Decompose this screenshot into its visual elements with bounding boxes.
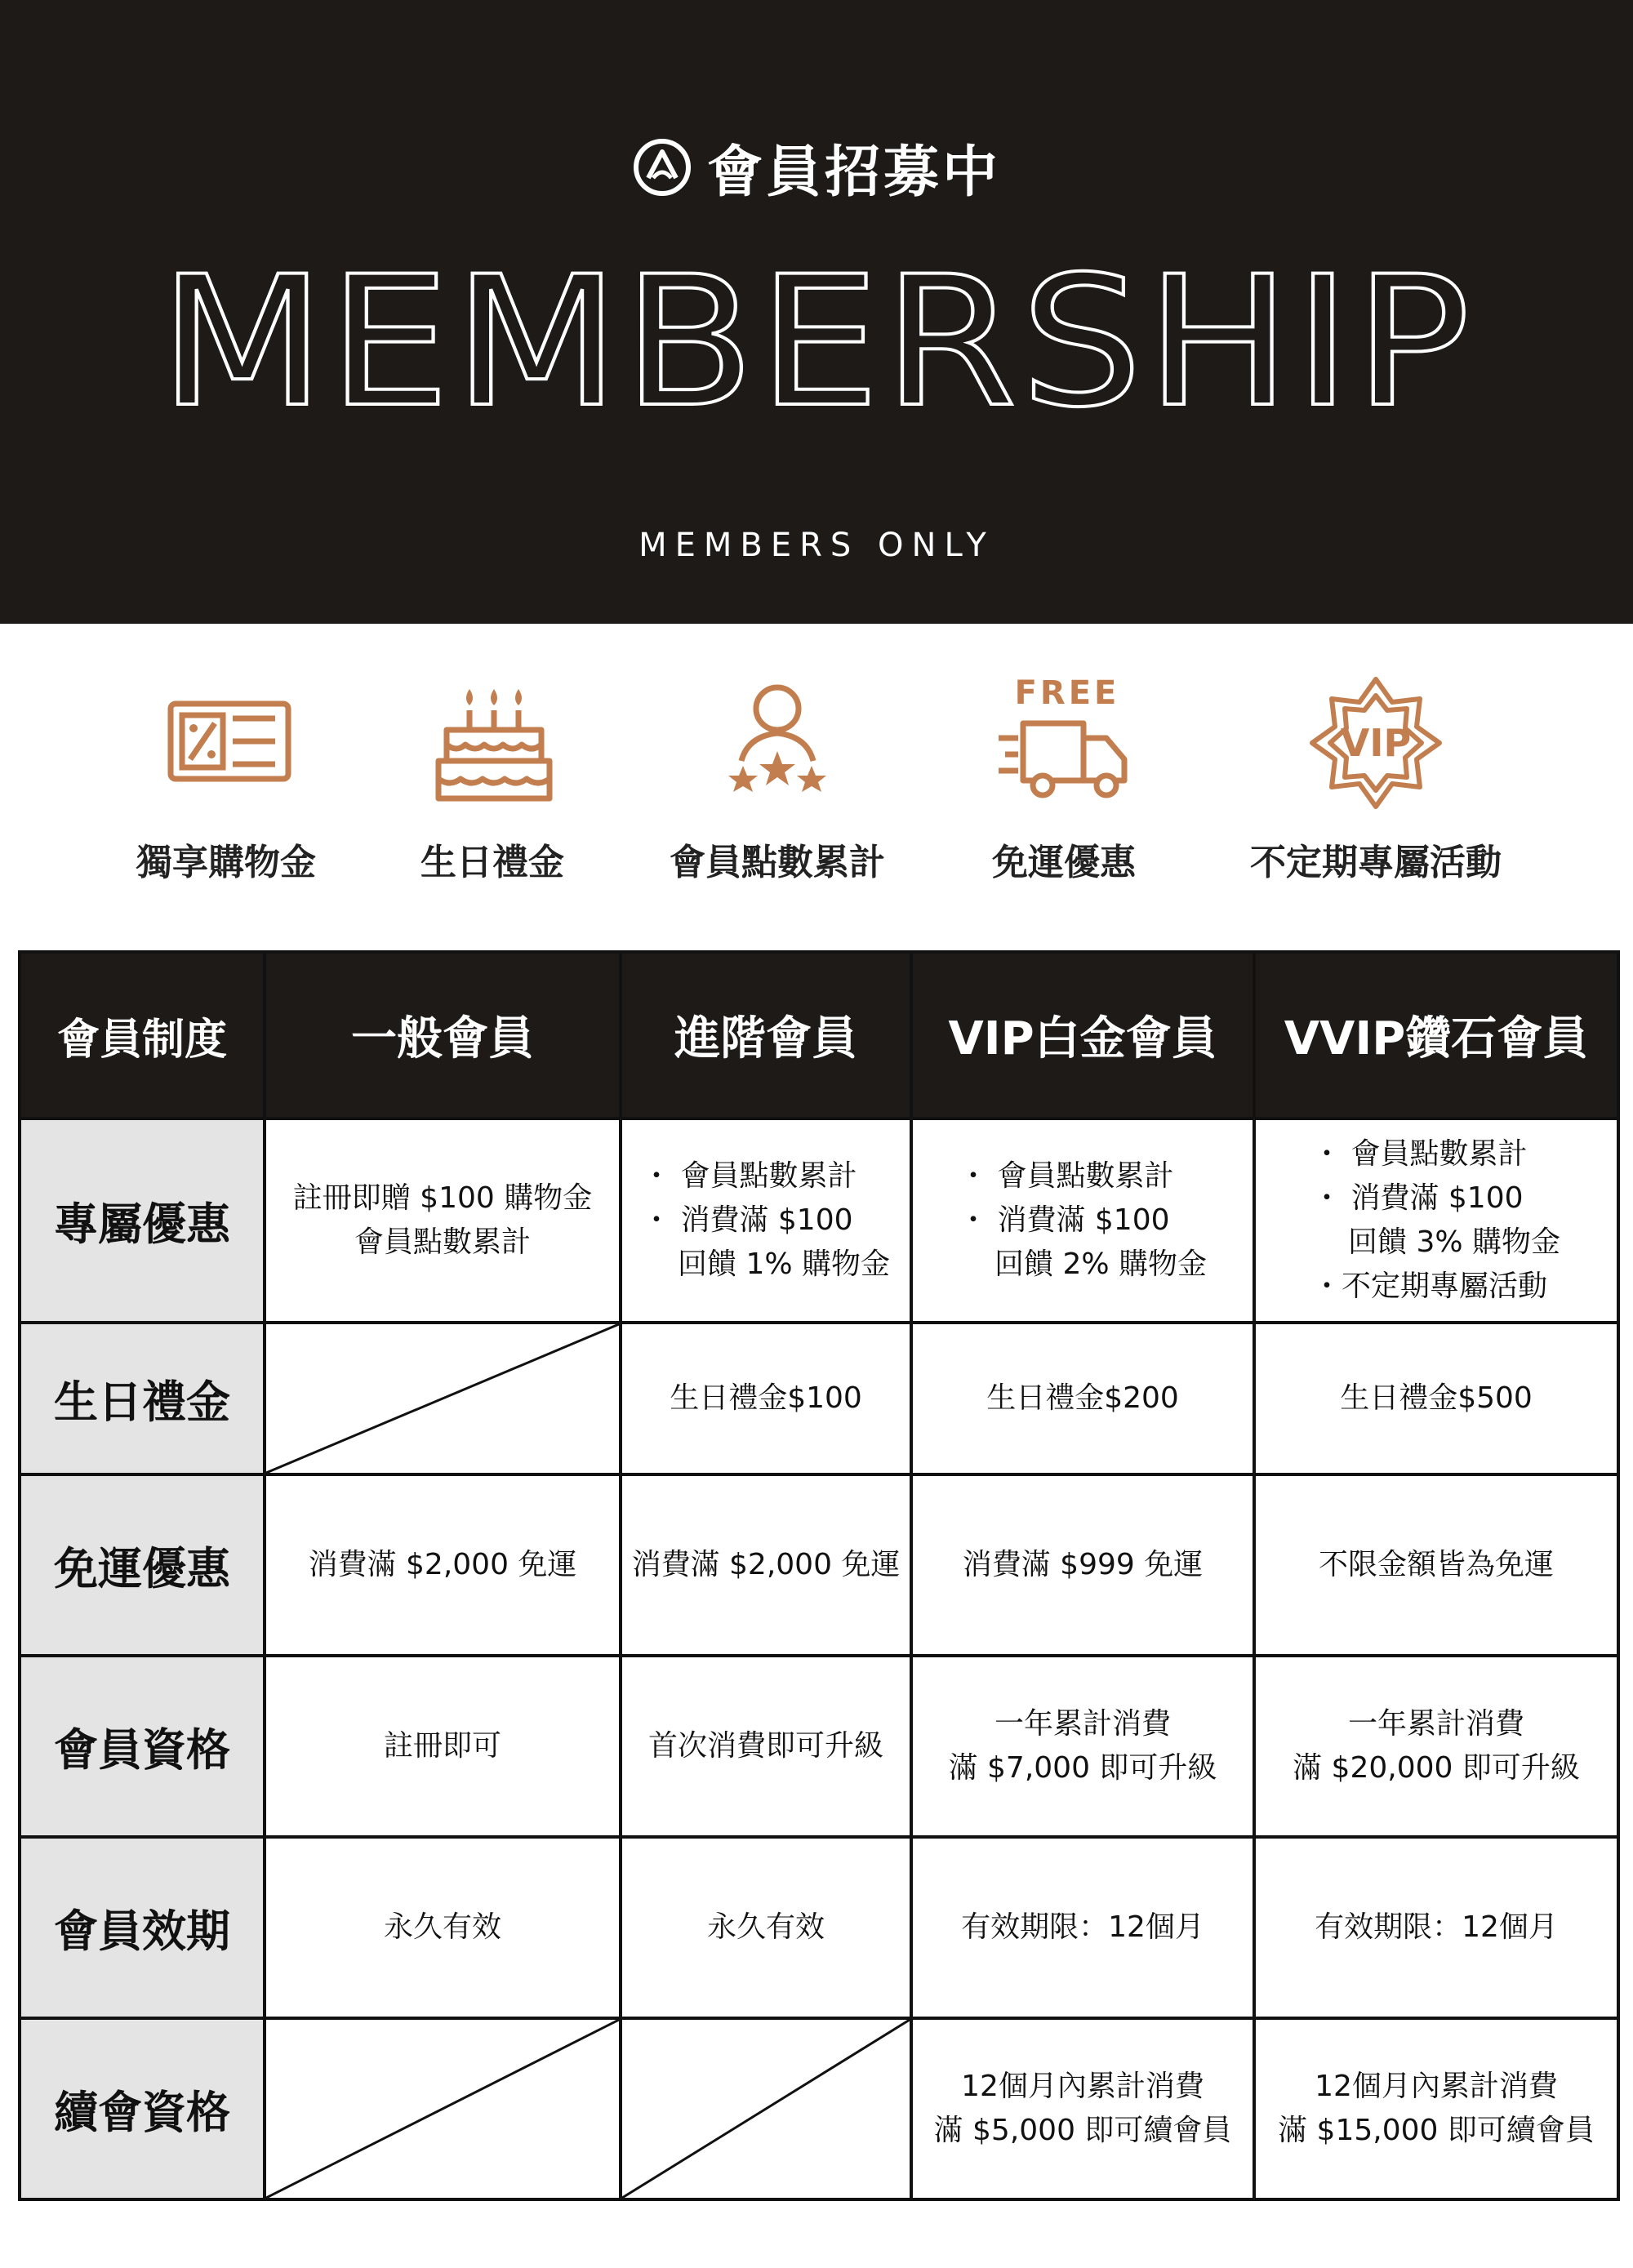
benefit-member-points — [647, 669, 908, 885]
row-label: 會員資格 — [20, 1656, 265, 1837]
header-advanced-member: 進階會員 — [621, 952, 911, 1118]
benefit-label: 免運優惠 — [992, 842, 1136, 883]
benefit-shopping-credit — [96, 669, 357, 885]
table-cell — [265, 1118, 621, 1323]
members-only-subtitle: MEMBERS ONLY — [639, 527, 994, 564]
row-label: 會員效期 — [20, 1837, 265, 2018]
row-label: 免運優惠 — [20, 1474, 265, 1656]
table-row-validity — [20, 1837, 1618, 2018]
table-cell: 消費滿 $2,000 免運 — [621, 1474, 911, 1656]
header-vvip-diamond-member: VVIP鑽石會員 — [1254, 952, 1618, 1118]
table-cell: 永久有效 — [621, 1837, 911, 2018]
table-cell: 永久有效 — [265, 1837, 621, 2018]
row-label: 專屬優惠 — [20, 1118, 265, 1323]
coupon-icon — [153, 669, 300, 816]
logo-line — [0, 131, 1633, 204]
table-header-row — [20, 952, 1618, 1118]
member-stars-icon — [704, 669, 851, 816]
vip-badge-icon — [1302, 669, 1449, 816]
cell-line: 滿 $7,000 即可升級 — [948, 1751, 1217, 1785]
table-cell: 首次消費即可升級 — [621, 1656, 911, 1837]
table-cell — [911, 1656, 1254, 1837]
cell-line: 回饋 2% 購物金 — [994, 1247, 1207, 1281]
table-cell — [1254, 2018, 1618, 2199]
table-row-exclusive-offers — [20, 1118, 1618, 1323]
benefits-row — [0, 669, 1633, 882]
benefit-label: 會員點數累計 — [670, 842, 885, 883]
cell-line: 註冊即贈 $100 購物金 — [292, 1181, 593, 1215]
cell-line: 滿 $15,000 即可續會員 — [1278, 2114, 1595, 2147]
cell-line: 一年累計消費 — [994, 1707, 1171, 1741]
table-cell — [621, 1118, 911, 1323]
benefit-exclusive-events — [1241, 669, 1511, 885]
table-row-free-shipping — [20, 1474, 1618, 1656]
logo-text: 會員招募中 — [706, 140, 1001, 205]
header-system: 會員制度 — [20, 952, 265, 1118]
vip-badge-text: VIP — [1340, 721, 1412, 765]
table-cell: 有效期限：12個月 — [911, 1837, 1254, 2018]
membership-comparison-table — [18, 950, 1617, 2201]
table-cell: 生日禮金$200 — [911, 1323, 1254, 1474]
cell-line: 回饋 3% 購物金 — [1348, 1225, 1560, 1259]
table-row-renewal — [20, 2018, 1618, 2199]
header-general-member: 一般會員 — [265, 952, 621, 1118]
table-cell-empty — [265, 2018, 621, 2199]
benefit-birthday-gift — [362, 669, 623, 885]
free-shipping-truck-icon — [990, 669, 1137, 816]
brand-logo-icon — [632, 137, 692, 198]
table-cell — [1254, 1118, 1618, 1323]
membership-title-text: MEMBERSHIP — [159, 245, 1474, 441]
cell-line: 12個月內累計消費 — [1315, 2070, 1558, 2103]
cell-line: 一年累計消費 — [1347, 1707, 1524, 1741]
table-cell: 有效期限：12個月 — [1254, 1837, 1618, 2018]
benefit-label: 不定期專屬活動 — [1250, 842, 1502, 883]
table-cell-empty — [265, 1323, 621, 1474]
cell-line: 滿 $20,000 即可升級 — [1293, 1751, 1580, 1785]
cell-line: 會員點數累計 — [354, 1225, 531, 1259]
table-cell: 不限金額皆為免運 — [1254, 1474, 1618, 1656]
header-vip-platinum-member: VIP白金會員 — [911, 952, 1254, 1118]
cell-line: ・ 消費滿 $100 — [959, 1203, 1170, 1237]
table-cell: 註冊即可 — [265, 1656, 621, 1837]
table-cell: 消費滿 $2,000 免運 — [265, 1474, 621, 1656]
header-banner — [0, 0, 1633, 624]
row-label: 生日禮金 — [20, 1323, 265, 1474]
cell-line: 滿 $5,000 即可續會員 — [933, 2114, 1232, 2147]
cell-line: ・不定期專屬活動 — [1312, 1270, 1548, 1303]
membership-title — [0, 245, 1633, 441]
cell-line: ・ 會員點數累計 — [1312, 1137, 1528, 1171]
table-row-birthday-gift — [20, 1323, 1618, 1474]
cell-line: 回饋 1% 購物金 — [678, 1247, 890, 1281]
table-cell-empty — [621, 2018, 911, 2199]
cell-line: ・ 會員點數累計 — [959, 1159, 1174, 1193]
birthday-cake-icon — [419, 669, 566, 816]
cell-line: 12個月內累計消費 — [961, 2070, 1204, 2103]
table-cell: 消費滿 $999 免運 — [911, 1474, 1254, 1656]
table-row-eligibility — [20, 1656, 1618, 1837]
benefit-free-shipping — [933, 669, 1195, 885]
row-label: 續會資格 — [20, 2018, 265, 2199]
free-badge-text: FREE — [1014, 674, 1120, 712]
table-cell — [1254, 1656, 1618, 1837]
table-cell: 生日禮金$100 — [621, 1323, 911, 1474]
benefit-label: 獨享購物金 — [136, 842, 316, 883]
table-cell: 生日禮金$500 — [1254, 1323, 1618, 1474]
table-cell — [911, 1118, 1254, 1323]
cell-line: ・ 會員點數累計 — [642, 1159, 857, 1193]
benefit-label: 生日禮金 — [420, 842, 564, 883]
table-cell — [911, 2018, 1254, 2199]
cell-line: ・ 消費滿 $100 — [1312, 1181, 1524, 1215]
cell-line: ・ 消費滿 $100 — [642, 1203, 853, 1237]
